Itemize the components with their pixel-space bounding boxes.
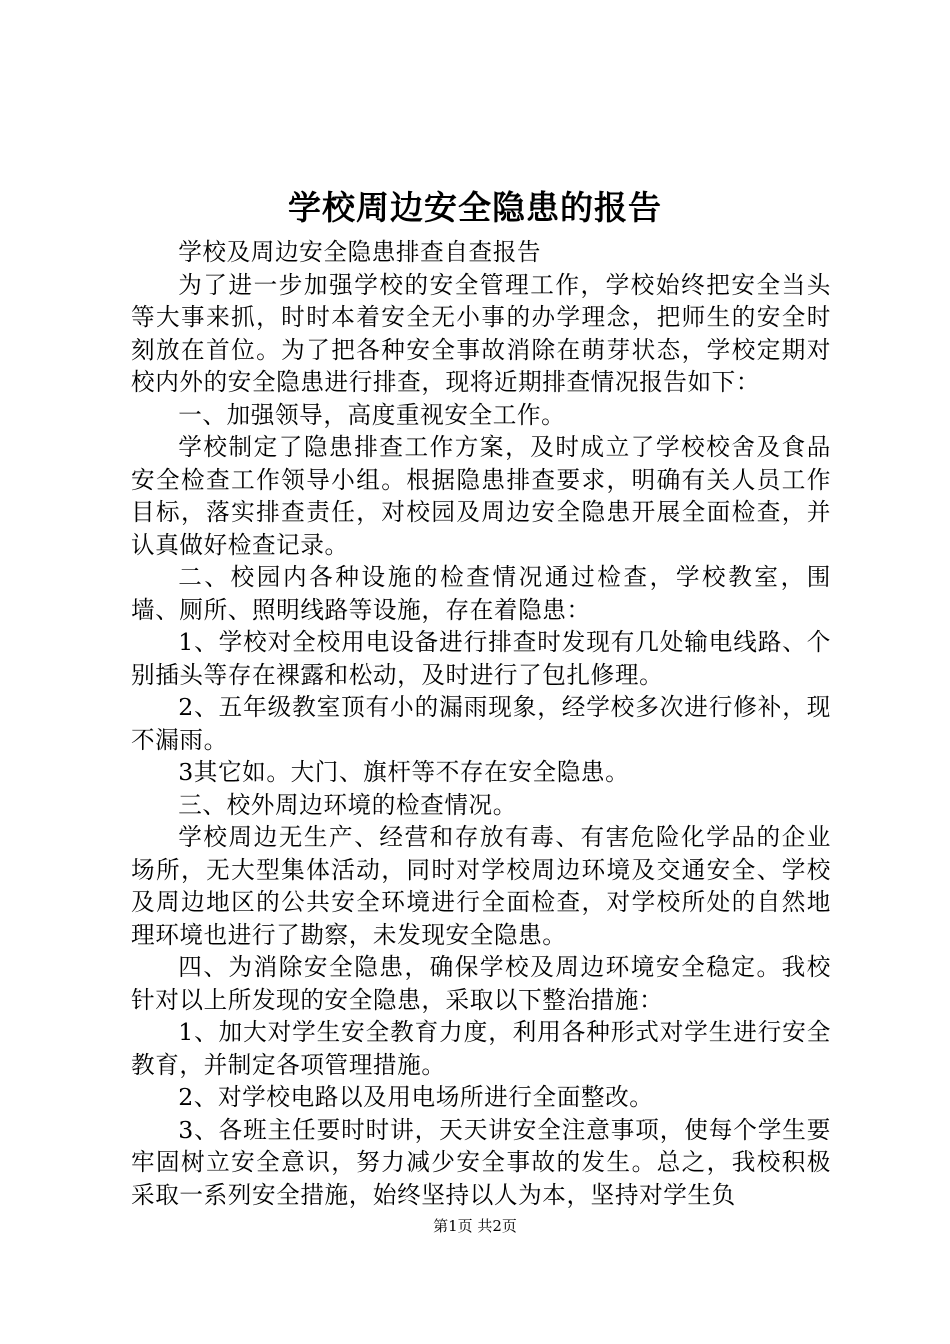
section-heading-3: 三、校外周边环境的检查情况。 <box>178 790 517 819</box>
section-2-item-2: 2、五年级教室顶有小的漏雨现象，经学校多次进行修补，现不漏雨。 <box>131 693 831 754</box>
section-heading-1: 一、加强领导，高度重视安全工作。 <box>178 400 566 429</box>
page-number-footer: 第1页 共2页 <box>433 1217 517 1235</box>
section-2-item-1: 1、学校对全校用电设备进行排查时发现有几处输电线路、个别插头等存在裸露和松动，及时进行了包扎修理。 <box>131 628 831 689</box>
section-4-item-3: 3、各班主任要时时讲，天天讲安全注意事项，使每个学生要牢固树立安全意识，努力减少安全事故的发生。总之，我校积极采取一系列安全措施，始终坚持以人为本，坚持对学生负 <box>131 1115 831 1209</box>
subtitle-paragraph: 学校及周边安全隐患排查自查报告 <box>178 238 542 266</box>
section-3-paragraph: 学校周边无生产、经营和存放有毒、有害危险化学品的企业场所，无大型集体活动，同时对学校周边环境及交通安全、学校及周边地区的公共安全环境进行全面检查，对学校所处的自然地理环境也进行了勘察，未发现安全隐患。 <box>131 823 831 949</box>
section-2-item-3: 3其它如。大门、旗杆等不存在安全隐患。 <box>178 758 630 786</box>
document-body <box>131 236 831 1211</box>
section-heading-4: 四、为消除安全隐患，确保学校及周边环境安全稳定。我校针对以上所发现的安全隐患，采取以下整治措施： <box>131 953 831 1014</box>
document-title: 学校周边安全隐患的报告 <box>288 188 662 227</box>
section-1-paragraph: 学校制定了隐患排查工作方案，及时成立了学校校舍及食品安全检查工作领导小组。根据隐患排查要求，明确有关人员工作目标，落实排查责任，对校园及周边安全隐患开展全面检查，并认真做好检查记录。 <box>131 433 831 559</box>
section-heading-2: 二、校园内各种设施的检查情况通过检查，学校教室，围墙、厕所、照明线路等设施，存在着隐患： <box>131 563 831 624</box>
section-4-item-2: 2、对学校电路以及用电场所进行全面整改。 <box>178 1083 654 1111</box>
section-4-item-1: 1、加大对学生安全教育力度，利用各种形式对学生进行安全教育，并制定各项管理措施。 <box>131 1018 831 1079</box>
intro-paragraph: 为了进一步加强学校的安全管理工作，学校始终把安全当头等大事来抓，时时本着安全无小事的办学理念，把师生的安全时刻放在首位。为了把各种安全事故消除在萌芽状态，学校定期对校内外的安全隐患进行排查，现将近期排查情况报告如下： <box>131 270 831 396</box>
